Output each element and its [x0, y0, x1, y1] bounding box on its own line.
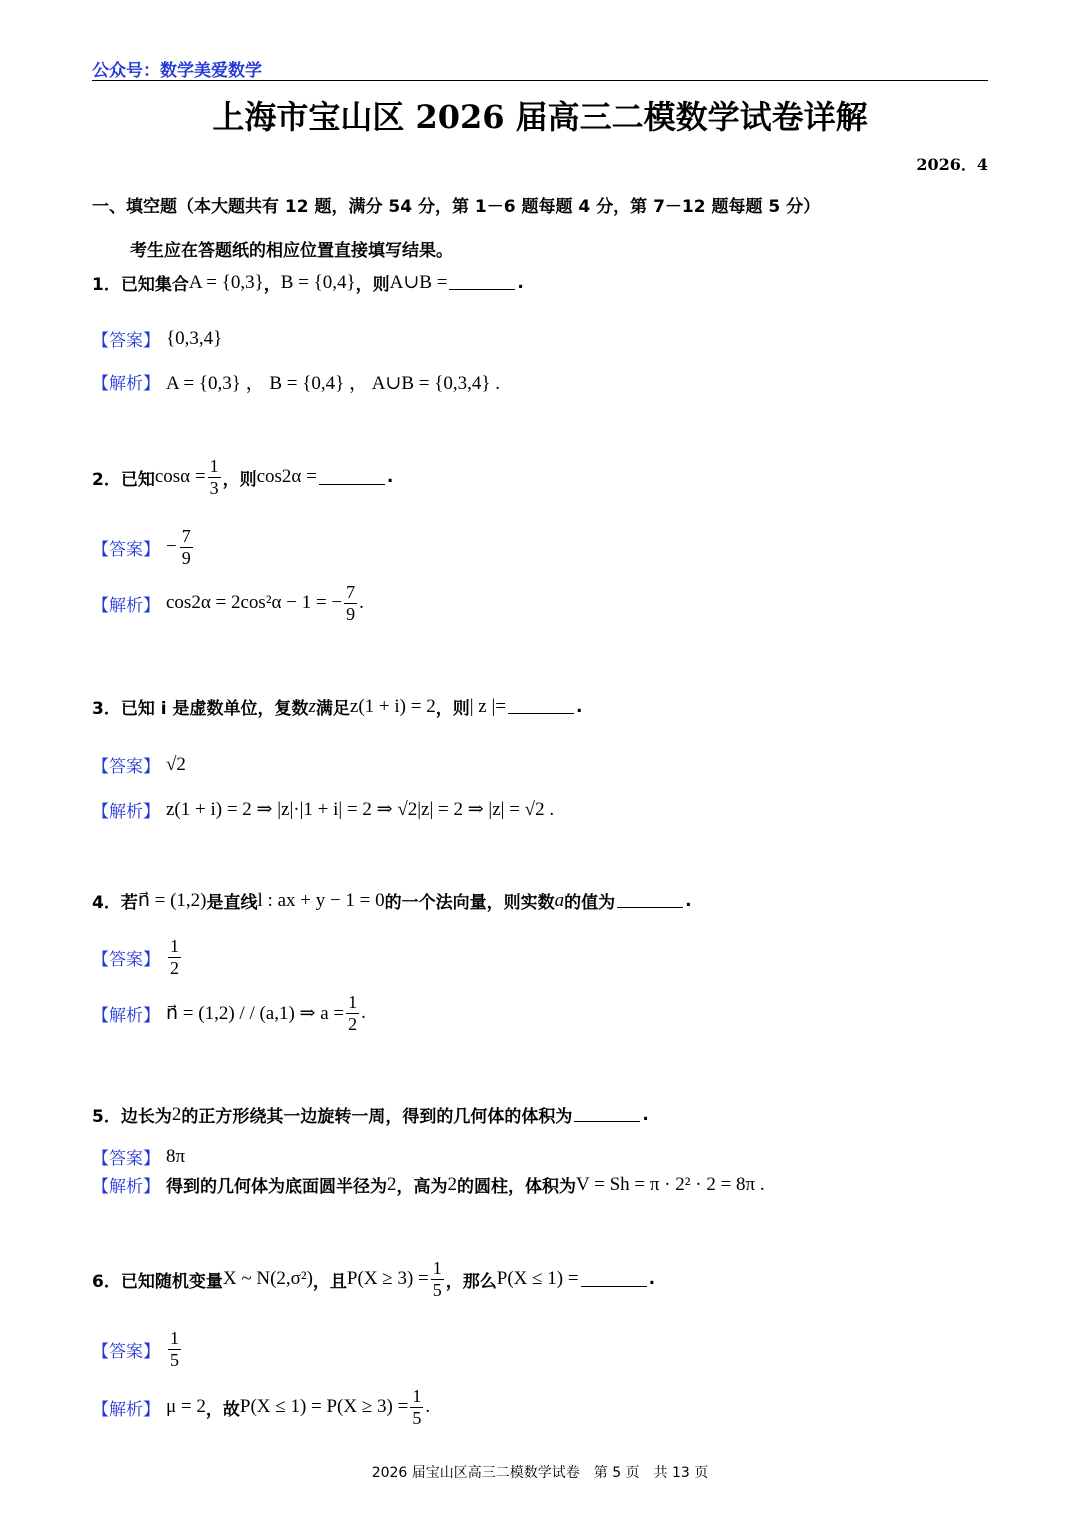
analysis-row: 【解析】 n⃗ = (1,2) / / (a,1) ⇒ a = $\frac{1}{2}$ .: [92, 992, 366, 1034]
answer-label: 【答案】: [92, 1341, 160, 1362]
math-expr: μ = 2: [166, 1396, 206, 1418]
question-text: 4．若: [92, 893, 138, 913]
fraction-numerator: 1: [209, 456, 219, 476]
math-expr: B = {0,4}: [280, 271, 356, 293]
fraction: [346, 992, 359, 1034]
math-expr: n⃗ = (1,2): [137, 890, 207, 911]
fraction: [168, 1328, 181, 1370]
fraction-denominator: 3: [209, 477, 219, 498]
math-expr: P(X ≤ 1) =: [496, 1268, 579, 1290]
question-text: 是直线: [206, 893, 258, 913]
question-text: 的正方形绕其一边旋转一周，得到的几何体的体积为: [181, 1107, 573, 1127]
page-title: 上海市宝山区 2026 届高三二模数学试卷详解: [212, 98, 868, 136]
question-text: ，则: [222, 469, 257, 490]
fraction-numerator: 7: [181, 526, 191, 546]
analysis-text: A = {0,3} ， B = {0,4} ， A∪B = {0,3,4} .: [166, 373, 500, 394]
analysis-text: cos2α = 2cos²α − 1 = −: [166, 592, 343, 614]
answer-blank: [319, 470, 385, 485]
question-text: ，那么: [445, 1271, 497, 1292]
fraction-denominator: 2: [170, 957, 179, 978]
answer-row: [92, 1144, 185, 1169]
answer-value: √2: [166, 753, 186, 775]
answer-blank: [574, 1107, 640, 1122]
analysis-label: 【解析】: [92, 1399, 160, 1420]
question-text: 3．已知 i 是虚数单位，复数: [92, 699, 309, 719]
answer-label: 【答案】: [92, 1149, 160, 1169]
math-expr: l : ax + y − 1 = 0: [257, 889, 385, 911]
question-5: 5．边长为 2 的正方形绕其一边旋转一周，得到的几何体的体积为 .: [92, 1103, 649, 1127]
question-1: 1．已知集合 A = {0,3} ， B = {0,4} ，则 A∪B = .: [92, 271, 524, 295]
answer-row: [92, 752, 186, 777]
analysis-label: 【解析】: [92, 1177, 160, 1197]
answer-row: [92, 526, 195, 568]
fraction: [168, 936, 181, 978]
answer-blank: [617, 893, 683, 908]
analysis-row: [92, 797, 554, 822]
answer-value: {0,3,4}: [166, 327, 223, 349]
math-expr: V = Sh = π · 2² · 2 = 8π .: [576, 1173, 765, 1195]
analysis-text: 的圆柱，体积为: [457, 1177, 576, 1197]
section-heading: 一、填空题（本大题共有 12 题，满分 54 分，第 1－6 题每题 4 分，第 7－12 题每题 5 分）: [92, 197, 821, 217]
page-footer: 2026 届宝山区高三二模数学试卷 第 5 页 共 13 页: [371, 1465, 709, 1481]
math-expr: a: [554, 889, 565, 911]
fraction-numerator: 1: [432, 1258, 442, 1278]
section-instruction: 考生应在答题纸的相应位置直接填写结果。: [130, 241, 453, 261]
question-6: 6．已知随机变量 X ~ N(2,σ²) ，且 P(X ≥ 3) = $\frac{1}{5}$ ，那么 P(X ≤ 1) = .: [92, 1258, 656, 1300]
math-expr: z: [308, 695, 316, 717]
answer-label: 【答案】: [92, 949, 160, 970]
math-expr: P(X ≥ 3) =: [346, 1268, 429, 1290]
analysis-text: z(1 + i) = 2 ⇒ |z|·|1 + i| = 2 ⇒ √2|z| = 2 ⇒ |z| = √2 .: [166, 799, 555, 820]
exam-date: 2026．4: [916, 155, 988, 174]
analysis-label: 【解析】: [92, 374, 160, 394]
question-text: ，且: [312, 1271, 347, 1292]
math-expr: X ~ N(2,σ²): [222, 1268, 313, 1290]
math-expr: 2: [447, 1173, 457, 1195]
question-text: ，则: [355, 275, 390, 295]
answer-blank: [449, 275, 515, 290]
fraction-numerator: 7: [346, 582, 356, 602]
analysis-text: ，故: [205, 1399, 240, 1420]
math-expr: A = {0,3}: [188, 271, 264, 293]
math-expr: | z |=: [469, 695, 506, 717]
analysis-row: [92, 368, 500, 395]
answer-value: 8π: [166, 1145, 186, 1167]
header-divider: [92, 80, 988, 81]
header-account: 公众号：数学美爱数学: [92, 61, 262, 81]
question-text: ，则: [435, 699, 470, 719]
question-text: 满足: [315, 699, 350, 719]
fraction-numerator: 1: [170, 1328, 179, 1348]
analysis-label: 【解析】: [92, 1005, 160, 1026]
fraction: [410, 1386, 423, 1428]
answer-blank: [508, 699, 574, 714]
answer-row: [92, 326, 222, 351]
fraction-denominator: 5: [170, 1349, 179, 1370]
analysis-row: [92, 1172, 765, 1197]
answer-row: [92, 1328, 183, 1370]
fraction-numerator: 1: [170, 936, 179, 956]
answer-sign: −: [166, 536, 177, 558]
math-expr: 2: [387, 1173, 397, 1195]
math-expr: 2: [171, 1103, 182, 1125]
fraction: [344, 582, 357, 624]
question-4: 4．若 n⃗ = (1,2) 是直线 l : ax + y − 1 = 0 的一个法向量，则实数 a 的值为 .: [92, 889, 692, 913]
analysis-text: 得到的几何体为底面圆半径为: [166, 1177, 387, 1197]
math-expr: cos2α =: [256, 466, 317, 488]
fraction: [180, 526, 193, 568]
analysis-text: n⃗ = (1,2) / / (a,1) ⇒ a =: [166, 1002, 345, 1024]
analysis-label: 【解析】: [92, 595, 160, 616]
fraction-denominator: 9: [181, 547, 191, 568]
fraction-denominator: 2: [348, 1013, 358, 1034]
answer-row: [92, 936, 183, 978]
fraction-numerator: 1: [348, 992, 358, 1012]
question-2: 2．已知 cosα = $\frac{1}{3}$ ，则 cos2α = .: [92, 456, 394, 498]
fraction: [208, 456, 221, 498]
question-text: 6．已知随机变量: [92, 1271, 223, 1292]
analysis-label: 【解析】: [92, 802, 160, 822]
math-expr: z(1 + i) = 2: [349, 695, 436, 717]
answer-blank: [581, 1272, 647, 1287]
analysis-row: 【解析】 cos2α = 2cos²α − 1 = − $\frac{7}{9}$ .: [92, 582, 364, 624]
answer-label: 【答案】: [92, 539, 160, 560]
analysis-text: ，高为: [396, 1177, 448, 1197]
question-text: 1．已知集合: [92, 275, 189, 295]
question-text: 的值为: [564, 893, 616, 913]
fraction: [431, 1258, 444, 1300]
fraction-denominator: 5: [412, 1407, 422, 1428]
fraction-denominator: 5: [432, 1279, 442, 1300]
fraction-denominator: 9: [346, 603, 356, 624]
math-expr: cosα =: [154, 466, 206, 488]
question-3: 3．已知 i 是虚数单位，复数 z 满足 z(1 + i) = 2 ，则 | z |= .: [92, 695, 583, 719]
answer-label: 【答案】: [92, 757, 160, 777]
question-text: 2．已知: [92, 469, 155, 490]
question-text: 的一个法向量，则实数: [384, 893, 555, 913]
math-expr: A∪B =: [389, 272, 448, 293]
fraction-numerator: 1: [412, 1386, 422, 1406]
question-text: 5．边长为: [92, 1107, 172, 1127]
answer-label: 【答案】: [92, 331, 160, 351]
math-expr: P(X ≤ 1) = P(X ≥ 3) =: [239, 1396, 409, 1418]
analysis-row: 【解析】 μ = 2 ，故 P(X ≤ 1) = P(X ≥ 3) = $\frac{1}{5}$ .: [92, 1386, 431, 1428]
question-text: ，: [263, 275, 281, 295]
